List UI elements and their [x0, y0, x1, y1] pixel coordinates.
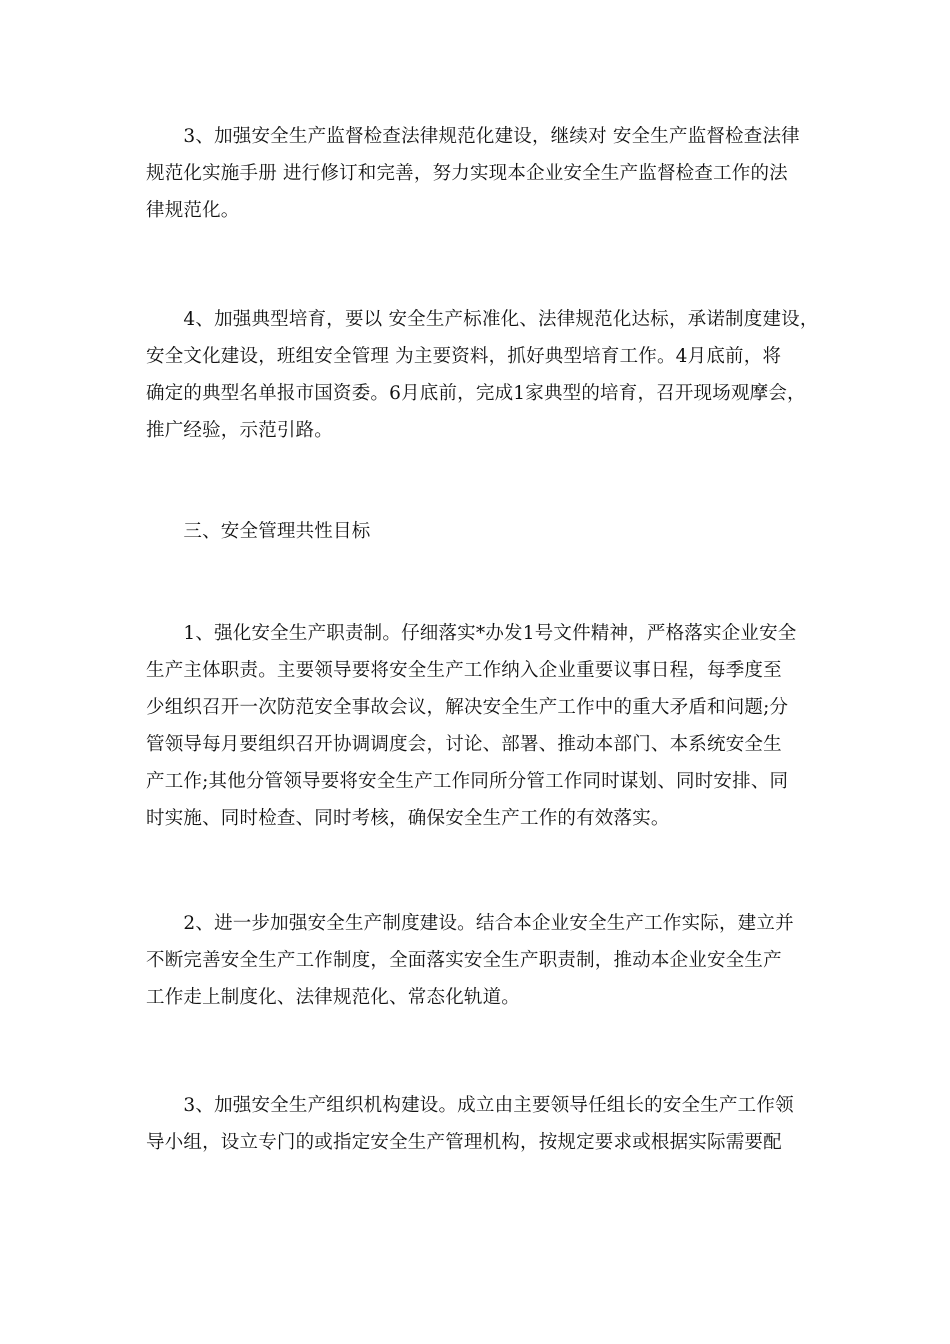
text-line: 规范化实施手册 进行修订和完善，努力实现本企业安全生产监督检查工作的法 [146, 163, 788, 184]
paragraph-organization-building [146, 1087, 826, 1161]
text-line: 导小组，设立专门的或指定安全生产管理机构，按规定要求或根据实际需要配 [146, 1132, 782, 1153]
paragraph-supervision-legal [146, 118, 826, 229]
text-line: 管领导每月要组织召开协调调度会，讨论、部署、推动本部门、本系统安全生 [146, 734, 782, 755]
paragraph-institution-building [146, 905, 826, 1016]
heading-text: 三、安全管理共性目标 [146, 521, 371, 542]
text-line: 2、进一步加强安全生产制度建设。结合本企业安全生产工作实际，建立并 [146, 913, 794, 934]
text-line: 时实施、同时检查、同时考核，确保安全生产工作的有效落实。 [146, 808, 670, 829]
text-line: 4、加强典型培育，要以 安全生产标准化、法律规范化达标，承诺制度建设， [146, 309, 819, 330]
paragraph-typical-cultivation [146, 301, 826, 449]
text-line: 3、加强安全生产组织机构建设。成立由主要领导任组长的安全生产工作领 [146, 1095, 794, 1116]
text-line: 不断完善安全生产工作制度，全面落实安全生产职责制，推动本企业安全生产 [146, 950, 782, 971]
text-line: 律规范化。 [146, 200, 240, 221]
section-heading [146, 513, 826, 550]
text-line: 产工作;其他分管领导要将安全生产工作同所分管工作同时谋划、同时安排、同 [146, 771, 789, 792]
text-line: 安全文化建设，班组安全管理 为主要资料，抓好典型培育工作。4月底前，将 [146, 346, 782, 367]
text-line: 1、强化安全生产职责制。仔细落实*办发1号文件精神，严格落实企业安全 [146, 623, 797, 644]
text-line: 生产主体职责。主要领导要将安全生产工作纳入企业重要议事日程，每季度至 [146, 660, 782, 681]
text-line: 3、加强安全生产监督检查法律规范化建设，继续对 安全生产监督检查法律 [146, 126, 800, 147]
text-line: 推广经验，示范引路。 [146, 420, 334, 441]
text-line: 工作走上制度化、法律规范化、常态化轨道。 [146, 987, 521, 1008]
text-line: 少组织召开一次防范安全事故会议，解决安全生产工作中的重大矛盾和问题;分 [146, 697, 789, 718]
text-line: 确定的典型名单报市国资委。6月底前，完成1家典型的培育，召开现场观摩会， [146, 383, 806, 404]
paragraph-responsibility-system [146, 615, 826, 837]
